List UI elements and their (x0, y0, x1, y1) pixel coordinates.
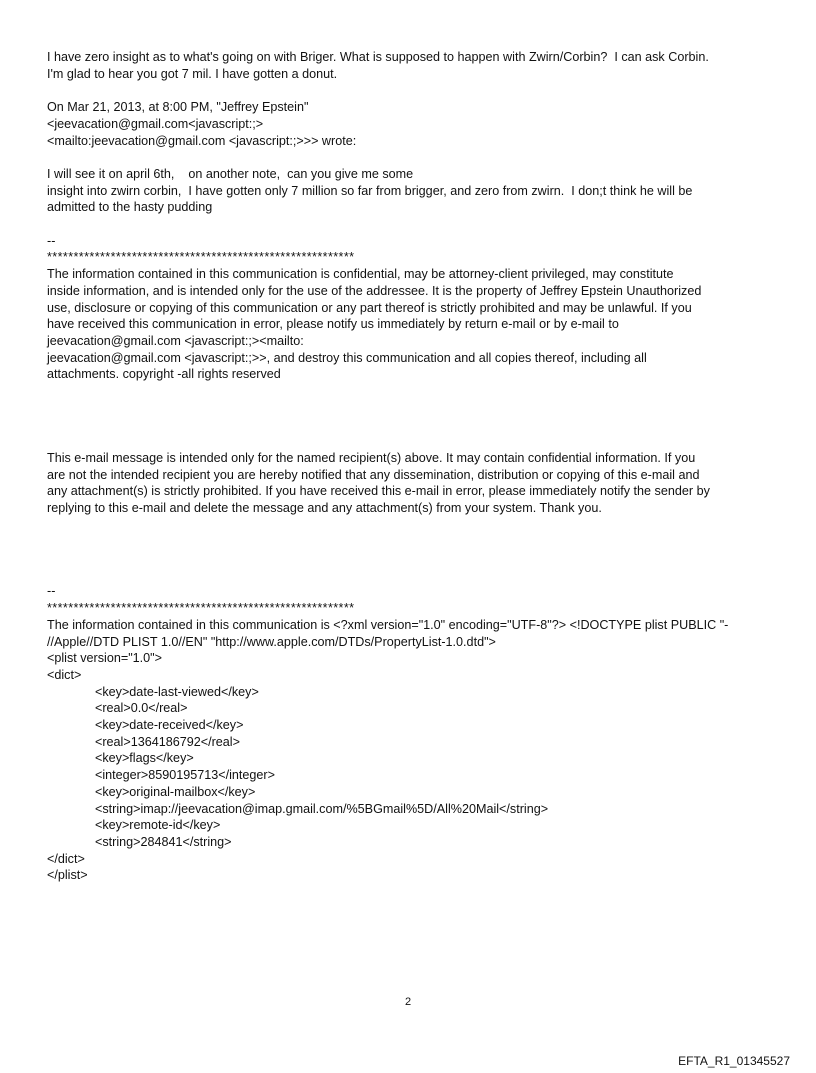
text-line: are not the intended recipient you are hereby notified that any dissemination, distribution or copying of this e-mail and (47, 467, 700, 482)
plist-entry: <key>original-mailbox</key> (95, 784, 256, 799)
signature-dash: -- (47, 584, 56, 599)
plist-entry: <key>date-last-viewed</key> (95, 684, 259, 699)
text-line: On Mar 21, 2013, at 8:00 PM, "Jeffrey Epstein" (47, 100, 309, 115)
text-line: insight into zwirn corbin, I have gotten only 7 million so far from brigger, and zero from zwirn. I don;t think he will be (47, 183, 693, 198)
text-line: The information contained in this communication is <?xml version="1.0" encoding="UTF-8"?> <!DOCTYPE plist PUBLIC "- (47, 617, 729, 632)
text-line: I'm glad to hear you got 7 mil. I have gotten a donut. (47, 66, 338, 81)
text-line: use, disclosure or copying of this communication or any part thereof is strictly prohibited and may be unlawful. If you (47, 300, 692, 315)
document-id: EFTA_R1_01345527 (678, 1054, 790, 1068)
email-document-page (47, 49, 777, 884)
signature-stars: ********************************************************** (47, 250, 355, 265)
text-line: This e-mail message is intended only for the named recipient(s) above. It may contain confidential information. If you (47, 450, 696, 465)
plist-entry: <key>remote-id</key> (95, 818, 221, 833)
text-line: I will see it on april 6th, on another note, can you give me some (47, 166, 414, 181)
page-number: 2 (404, 996, 412, 1008)
plist-entry: <real>1364186792</real> (95, 734, 240, 749)
text-line: I have zero insight as to what's going on with Briger. What is supposed to happen with Zwirn/Corbin? I can ask Corbin. (47, 50, 709, 64)
text-line: <mailto:jeevacation@gmail.com <javascript:;>>> wrote: (47, 133, 357, 148)
plist-entry: <string>284841</string> (95, 834, 232, 849)
text-line: <plist version="1.0"> (47, 651, 163, 666)
text-line: replying to this e-mail and delete the message and any attachment(s) from your system. Thank you. (47, 500, 602, 515)
text-line: admitted to the hasty pudding (47, 200, 213, 215)
text-line: <dict> (47, 667, 82, 682)
plist-entry: <integer>8590195713</integer> (95, 768, 275, 783)
quoted-message (47, 166, 777, 216)
text-line: jeevacation@gmail.com <javascript:;>>, and destroy this communication and all copies thereof, including all (47, 350, 647, 365)
plist-entry: <key>flags</key> (95, 751, 194, 766)
signature-dash: -- (47, 233, 56, 248)
plist-signature (47, 583, 777, 884)
text-line: </dict> (47, 851, 85, 866)
text-line: The information contained in this communication is confidential, may be attorney-client privileged, may constitute (47, 267, 674, 282)
text-line: attachments. copyright -all rights reserved (47, 367, 281, 382)
confidentiality-signature (47, 233, 777, 383)
text-line: //Apple//DTD PLIST 1.0//EN" "http://www.apple.com/DTDs/PropertyList-1.0.dtd"> (47, 634, 496, 649)
text-line: inside information, and is intended only for the use of the addressee. It is the property of Jeffrey Epstein Unauthorized (47, 283, 702, 298)
text-line: jeevacation@gmail.com <javascript:;><mailto: (47, 333, 304, 348)
text-line: <jeevacation@gmail.com<javascript:;> (47, 116, 264, 131)
plist-entry: <key>date-received</key> (95, 718, 244, 733)
email-disclaimer (47, 450, 777, 517)
reply-paragraph (47, 49, 777, 82)
plist-entry: <string>imap://jeevacation@imap.gmail.com/%5BGmail%5D/All%20Mail</string> (95, 801, 549, 816)
plist-entry: <real>0.0</real> (95, 701, 188, 716)
text-line: </plist> (47, 868, 88, 883)
quote-header (47, 99, 777, 149)
text-line: any attachment(s) is strictly prohibited. If you have received this e-mail in error, please immediately notify the sender by (47, 484, 710, 499)
text-line: have received this communication in error, please notify us immediately by return e-mail or by e-mail to (47, 317, 619, 332)
signature-stars: ********************************************************** (47, 601, 355, 616)
